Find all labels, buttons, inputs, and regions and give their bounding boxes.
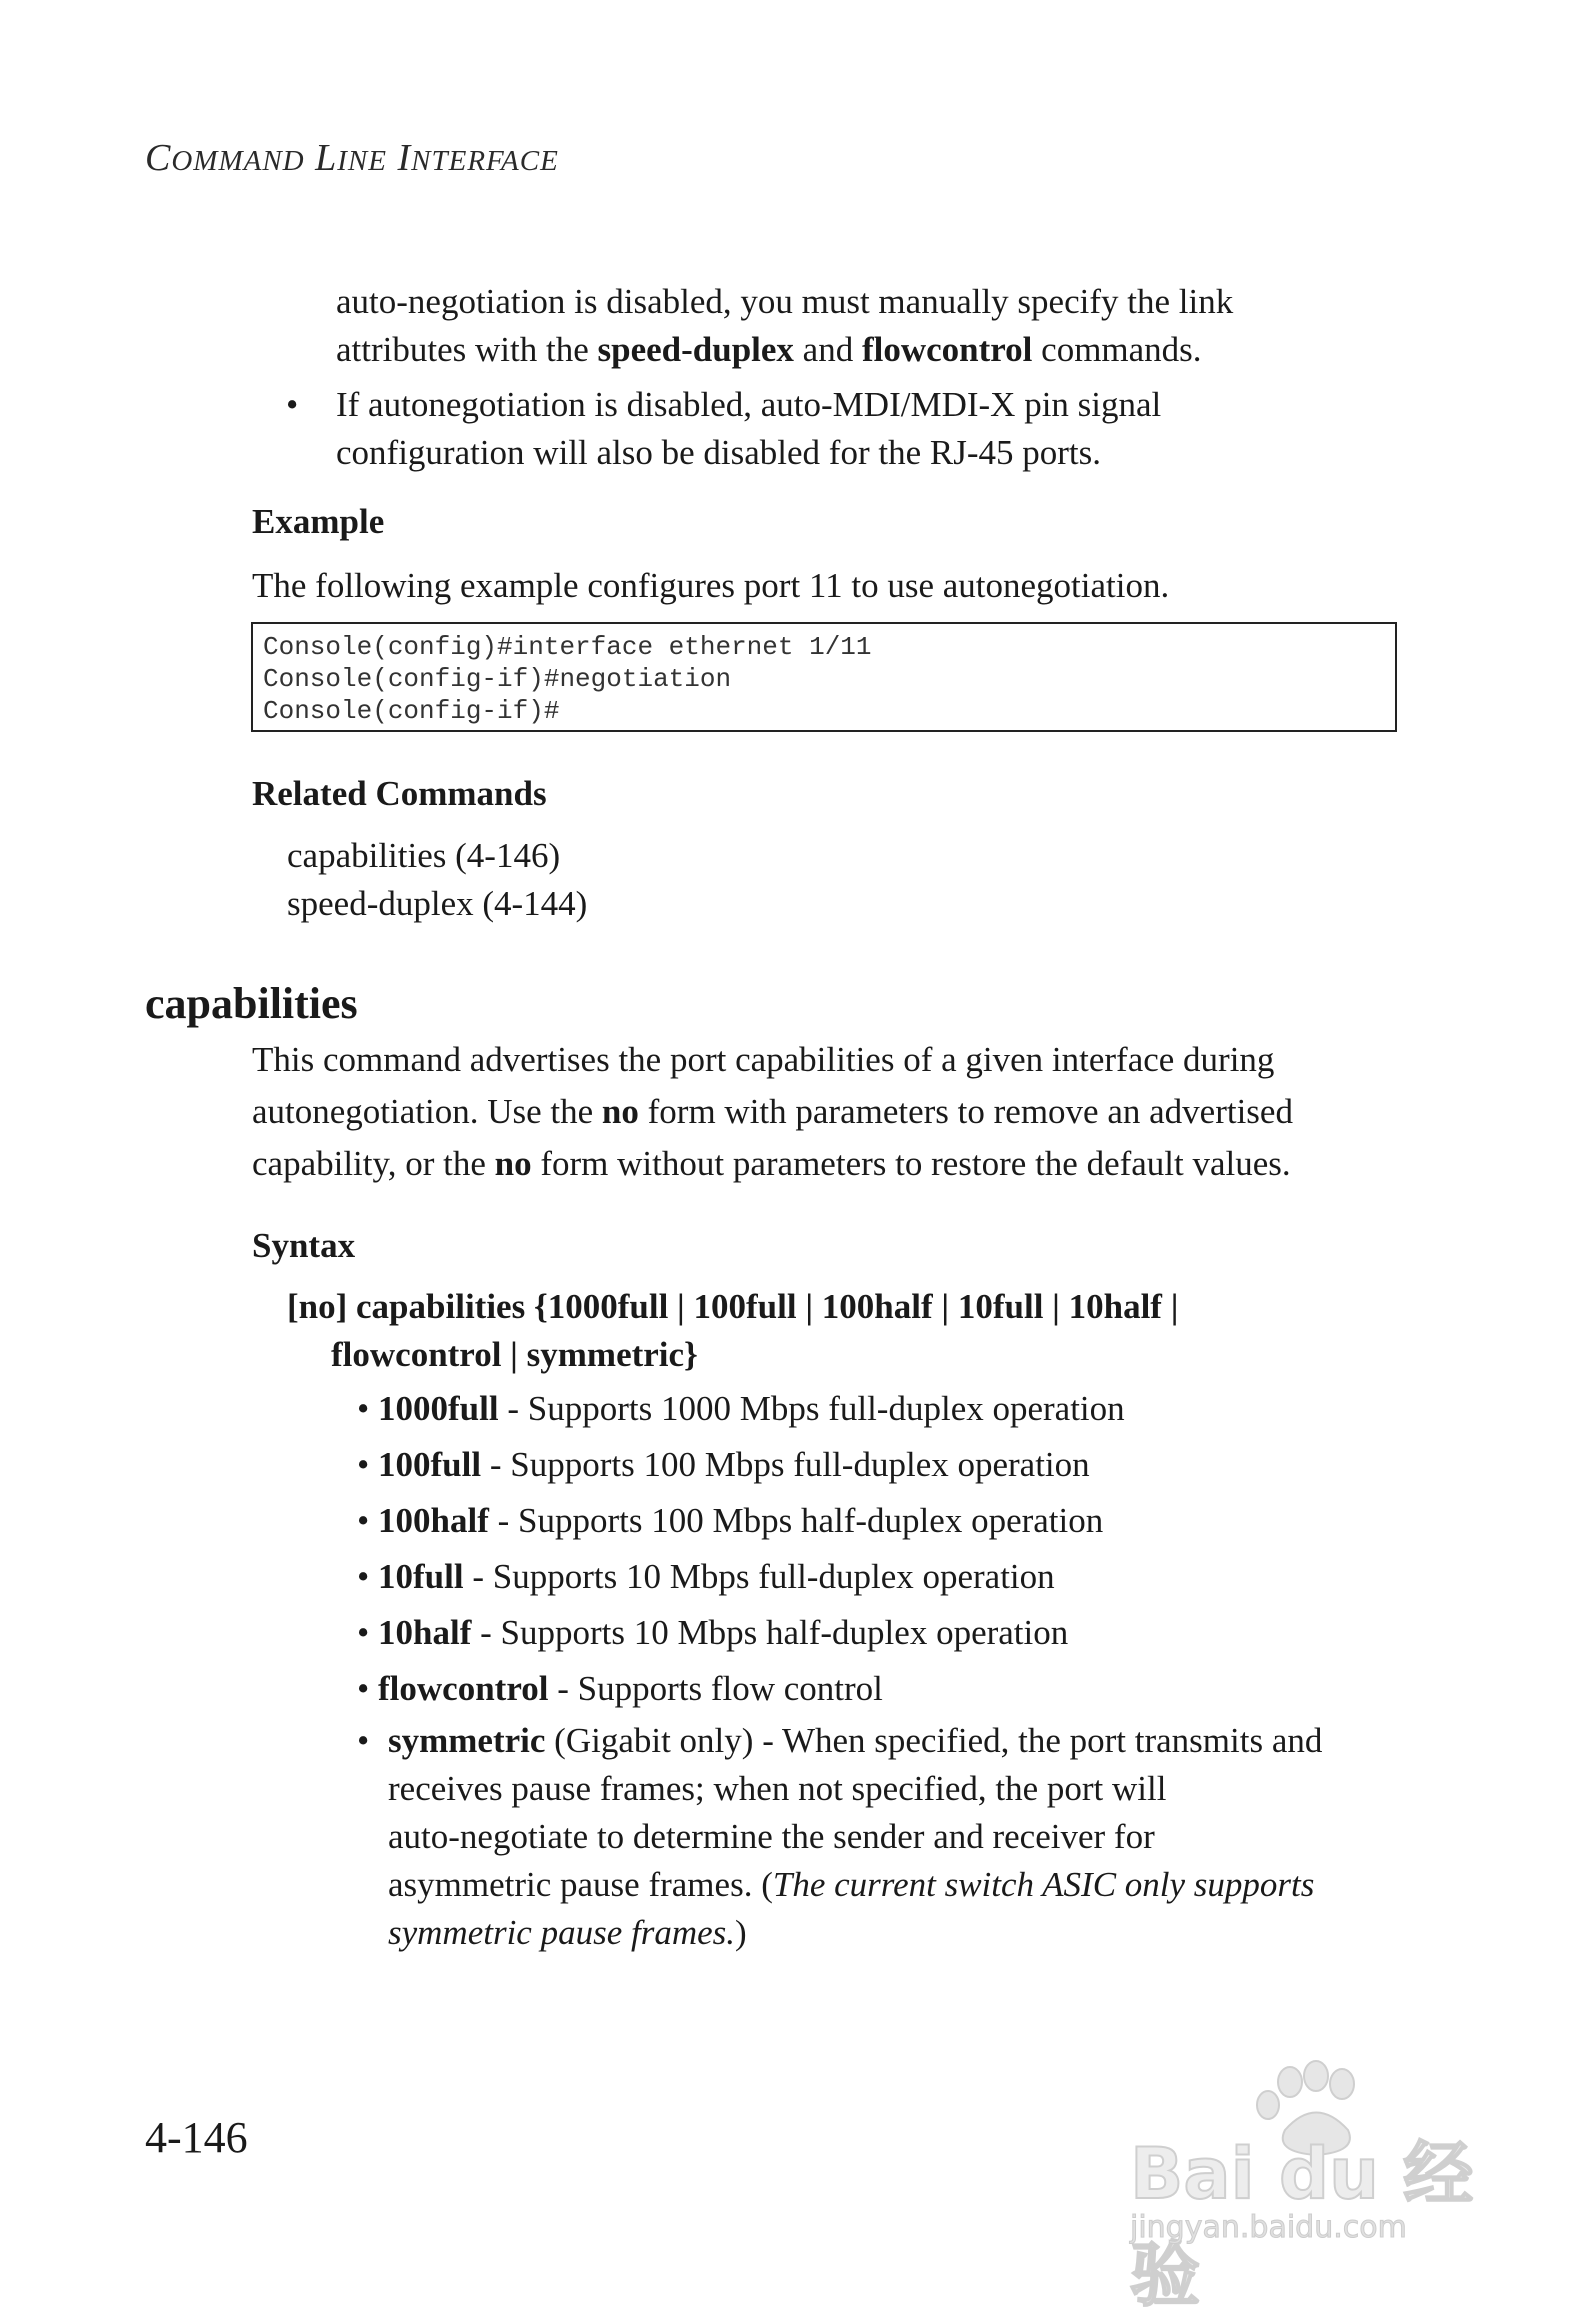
bullet-marker: • [357, 1445, 379, 1484]
option-item: • flowcontrol - Supports flow control [357, 1669, 883, 1708]
syntax-line: flowcontrol | symmetric} [331, 1335, 698, 1374]
option-item: • 10full - Supports 10 Mbps full-duplex operation [357, 1557, 1055, 1596]
text-line: If autonegotiation is disabled, auto-MDI/MDI-X pin signal [336, 385, 1162, 424]
watermark-brand: Bai du 经验 [1130, 2133, 1474, 2316]
related-commands-heading: Related Commands [252, 774, 547, 813]
page-number: 4-146 [145, 2113, 248, 2162]
section-title: capabilities [145, 979, 358, 1028]
text-line: auto-negotiate to determine the sender and receiver for [388, 1817, 1155, 1856]
header-sm: NTERFACE [411, 145, 559, 177]
text-line: receives pause frames; when not specified, the port will [388, 1769, 1167, 1808]
mdi-bullet-text [336, 381, 1161, 477]
bullet-marker: • [357, 1557, 379, 1596]
header-sm: INE [337, 145, 387, 177]
header-sm: OMMAND [171, 145, 305, 177]
example-text: The following example configures port 11 to use autonegotiation. [252, 566, 1170, 605]
option-item: • 10half - Supports 10 Mbps half-duplex operation [357, 1613, 1069, 1652]
syntax-options-list [357, 1381, 1125, 1717]
bullet-marker: • [357, 1721, 370, 1760]
watermark-url: jingyan.baidu.com [1130, 2210, 1407, 2245]
bullet-marker: • [286, 385, 299, 424]
option-item: • 100half - Supports 100 Mbps half-duplex operation [357, 1501, 1104, 1540]
related-command-link[interactable]: capabilities (4-146) [287, 836, 561, 875]
related-command-link[interactable]: speed-duplex (4-144) [287, 884, 588, 923]
code-line: Console(config)#interface ethernet 1/11 [263, 632, 872, 662]
bullet-marker: • [357, 1389, 379, 1428]
bullet-marker: • [357, 1613, 379, 1652]
syntax-heading: Syntax [252, 1226, 356, 1265]
text-line: configuration will also be disabled for the RJ-45 ports. [336, 433, 1101, 472]
option-item: • 100full - Supports 100 Mbps full-duplex operation [357, 1445, 1090, 1484]
text-line: attributes with the speed-duplex and flowcontrol commands. [336, 330, 1202, 369]
text-line: capability, or the no form without parameters to restore the default values. [252, 1144, 1291, 1183]
flowcontrol-term: flowcontrol [861, 330, 1033, 369]
speed-duplex-term: speed-duplex [597, 330, 794, 369]
code-line: Console(config-if)#negotiation [263, 664, 732, 694]
code-block [251, 622, 1397, 732]
text-line: auto-negotiation is disabled, you must manually specify the link [336, 282, 1234, 321]
text-line: This command advertises the port capabilities of a given interface during [252, 1040, 1275, 1079]
bullet-marker: • [357, 1669, 379, 1708]
running-header [145, 136, 559, 180]
header-cap: L [315, 137, 338, 179]
capabilities-description [252, 1034, 1293, 1190]
negotiation-note-continued [336, 278, 1233, 374]
header-cap: I [397, 137, 412, 179]
syntax-line: [no] capabilities {1000full | 100full | 100half | 10full | 10half | [287, 1287, 1179, 1326]
bullet-marker: • [357, 1501, 379, 1540]
option-item-symmetric: symmetric (Gigabit only) - When specified, the port transmits and receives pause frames; when not specified, the port will auto-negotiate to determine the sender and receiver for asymmetric pause frames. (The current switch ASIC only supports symmetric pause frames.) [388, 1721, 1323, 1952]
header-cap: C [145, 137, 172, 179]
text-line: autonegotiation. Use the no form with parameters to remove an advertised [252, 1092, 1293, 1131]
example-heading: Example [252, 502, 385, 541]
related-commands-list [287, 832, 587, 928]
baidu-watermark [1120, 2060, 1520, 2316]
code-line: Console(config-if)# [263, 696, 560, 726]
option-item: • 1000full - Supports 1000 Mbps full-duplex operation [357, 1389, 1125, 1428]
